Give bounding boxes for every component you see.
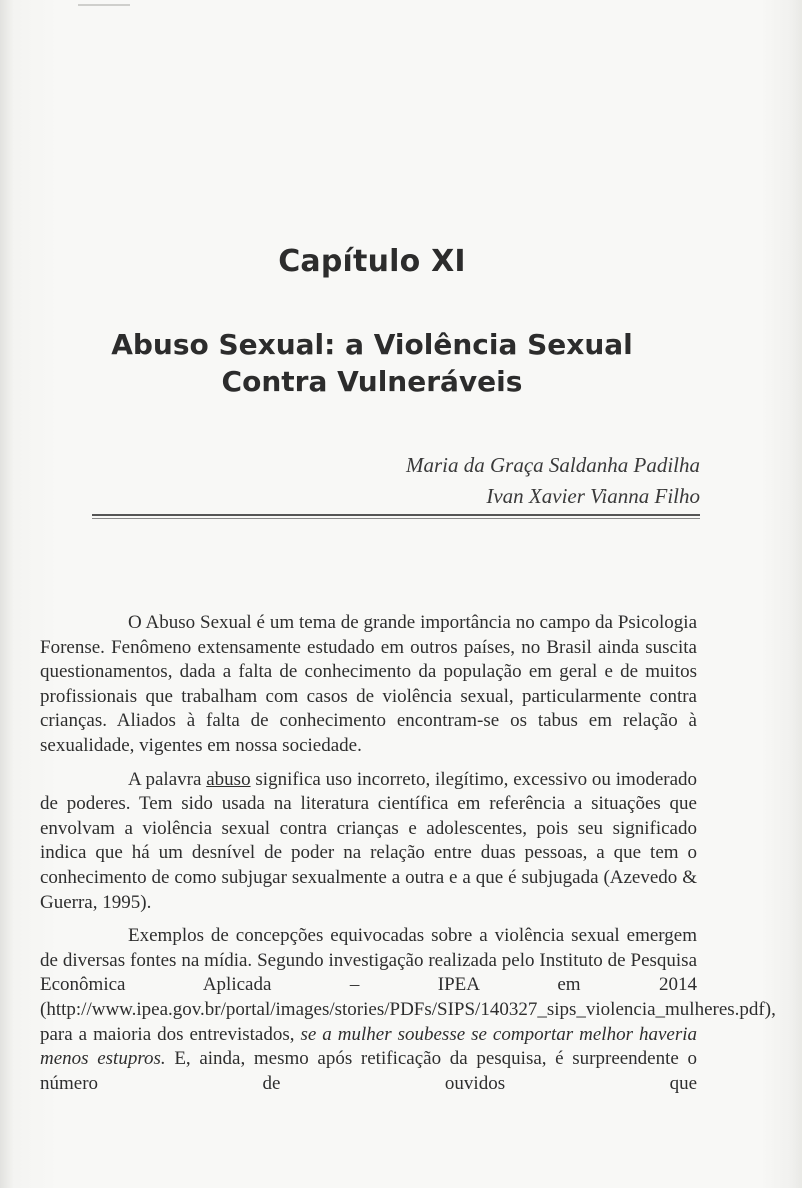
italic-quote: se a mulher soubesse se comportar melhor haveria menos estupros. bbox=[40, 1023, 697, 1070]
author-1: Maria da Graça Saldanha Padilha bbox=[406, 453, 700, 477]
chapter-title bbox=[60, 326, 684, 400]
title-rule bbox=[92, 514, 700, 516]
paragraph-1: O Abuso Sexual é um tema de grande importância no campo da Psicologia Forense. Fenômeno extensamente estudado em outros países, no Brasil ainda suscita questionamentos, dada a falta de conhecimento da população em geral e de muitos profissionais que trabalham com casos de violência sexual, particularmente contra crianças. Aliados à falta de conhecimento encontram-se os tabus em relação à sexualidade, vigentes em nossa sociedade. bbox=[40, 612, 697, 756]
title-rule-secondary bbox=[92, 518, 700, 519]
paragraph-2-rest: significa uso incorreto, ilegítimo, excessivo ou imoderado de poderes. Tem sido usada na literatura científica em referência a situações que envolvam a violência sexual contra crianças e adolescentes, pois seu significado indica que há um desnível de poder na relação entre duas pessoas, a que tem o conhecimento de como subjugar sexualmente a outra e a que é subjugada (Azevedo & Guerra, 1995). bbox=[40, 768, 698, 913]
scan-mark bbox=[78, 4, 130, 6]
paragraph-2 bbox=[40, 768, 697, 916]
author-2: Ivan Xavier Vianna Filho bbox=[486, 484, 700, 508]
paragraph-2-start: A palavra bbox=[128, 768, 207, 790]
paragraph-3-rest: E, ainda, mesmo após retificação da pesquisa, é surpreendente o número de ouvidos que bbox=[40, 1048, 697, 1094]
chapter-title-line-1: Abuso Sexual: a Violência Sexual bbox=[111, 328, 633, 361]
chapter-title-line-2: Contra Vulneráveis bbox=[221, 365, 523, 398]
underlined-term: abuso bbox=[206, 768, 251, 790]
body-text bbox=[40, 611, 776, 1105]
paragraph-3 bbox=[40, 924, 776, 1096]
chapter-number: Capítulo XI bbox=[278, 244, 466, 279]
paragraph-3-start: Exemplos de concepções equivocadas sobre a violência sexual emergem de diversas fontes na mídia. Segundo investigação realizada pelo Instituto de Pesquisa Econômica Aplicada – IPEA em 2014 (http://www.ipea.gov.br/portal/images/stories/PDFs/SIPS/140327_sips_violencia_mulheres.pdf), para a maioria dos entrevistados, bbox=[40, 925, 776, 1045]
authors bbox=[406, 450, 700, 512]
